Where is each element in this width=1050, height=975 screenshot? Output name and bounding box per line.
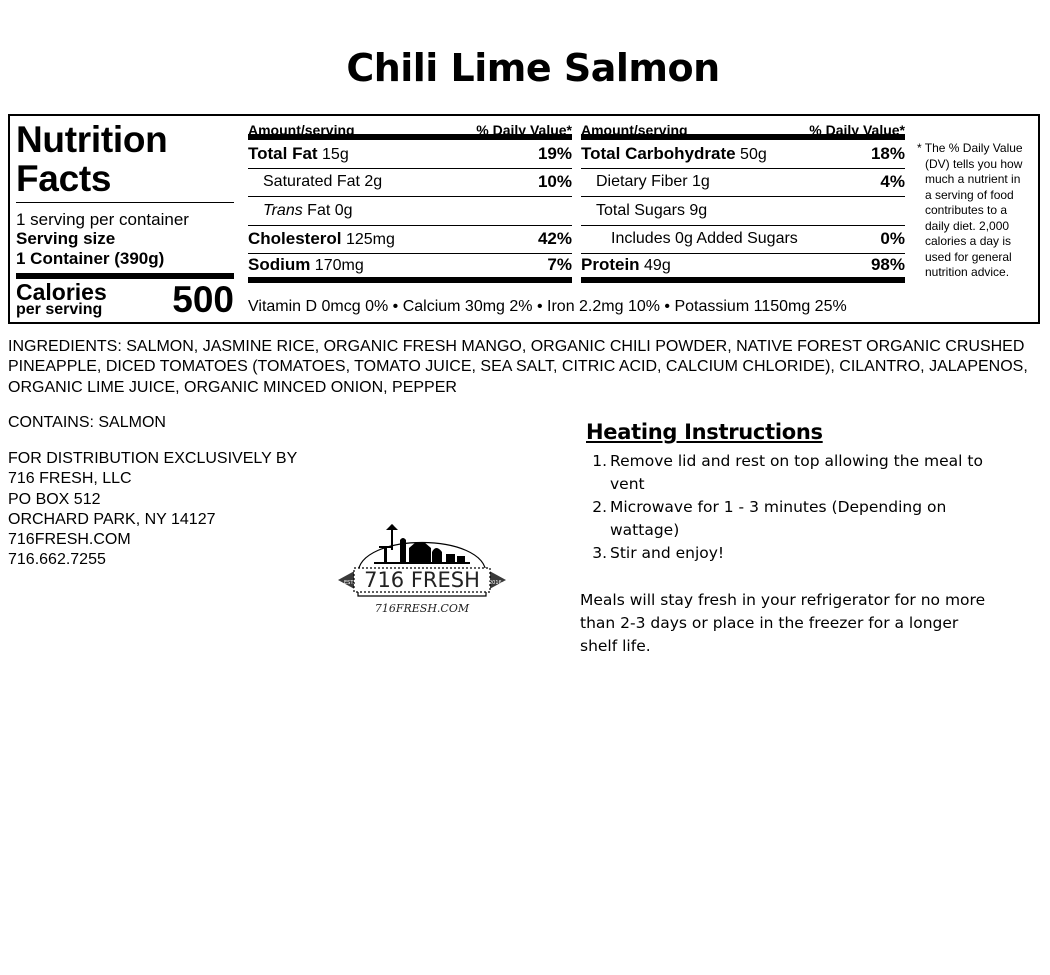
step-number: 2.	[592, 498, 607, 516]
nutrient-row-added-sugars	[581, 226, 905, 255]
nutrient-name: Cholesterol	[248, 229, 342, 249]
nutrient-pct: 10%	[537, 172, 572, 192]
column-header	[581, 120, 905, 140]
nutrient-name: Fat 0g	[307, 201, 353, 219]
nutrient-row-total-sugars	[581, 197, 905, 226]
nutrient-pct: 0%	[880, 229, 905, 249]
serving-size-label: Serving size	[16, 229, 116, 248]
list-item	[580, 496, 1000, 542]
nutrient-column-right	[581, 120, 905, 283]
nutrition-summary	[16, 120, 234, 323]
nutrient-amount: 170mg	[314, 257, 364, 275]
nutrient-name: Dietary Fiber 1g	[596, 173, 710, 191]
step-number: 3.	[592, 544, 607, 562]
step-text: Remove lid and rest on top allowing the meal to vent	[610, 452, 983, 493]
nutrient-amount: 125mg	[345, 231, 395, 249]
distributor-line: PO BOX 512	[8, 490, 101, 508]
footnote-line: used for general	[925, 249, 1012, 264]
nutrient-pct: 19%	[537, 143, 572, 163]
nutrient-name: Includes 0g Added Sugars	[611, 230, 798, 248]
logo-url: 716FRESH.COM	[374, 602, 470, 615]
logo-wordmark: 716 FRESH	[364, 568, 480, 592]
footnote-line: calories a day is	[925, 234, 1012, 248]
nutrient-amount: 15g	[322, 145, 349, 163]
nutrient-row-total-fat	[248, 140, 572, 169]
vitamins-minerals-line: Vitamin D 0mcg 0% • Calcium 30mg 2% • Iron 2.2mg 10% • Potassium 1150mg 25%	[248, 298, 847, 315]
heating-instructions	[580, 420, 1000, 658]
footnote-line: * The % Daily Value	[917, 141, 1023, 155]
nutrient-name: Total Fat	[248, 143, 318, 163]
nutrient-row-saturated-fat	[248, 169, 572, 198]
distributor-line: 716 FRESH, LLC	[8, 470, 132, 488]
list-item	[580, 542, 1000, 565]
product-title: Chili Lime Salmon	[346, 46, 720, 90]
servings-per-container: 1 serving per container	[16, 210, 189, 229]
nutrient-pct: 18%	[870, 143, 905, 163]
footnote-line: (DV) tells you how	[925, 156, 1023, 171]
amount-header: Amount/serving	[581, 122, 688, 138]
nutrient-pct: 98%	[870, 255, 905, 275]
step-text: Stir and enjoy!	[610, 544, 725, 562]
distributor-line: 716FRESH.COM	[8, 531, 131, 549]
nutrient-pct: 42%	[537, 229, 572, 249]
footnote-line: a serving of food	[925, 187, 1014, 202]
nutrient-name-italic: Trans	[263, 201, 303, 219]
nutrient-amount: 50g	[740, 145, 767, 163]
step-number: 1.	[592, 452, 607, 470]
distributor-line: ORCHARD PARK, NY 14127	[8, 510, 216, 528]
nutrient-name: Sodium	[248, 255, 311, 275]
nutrient-amount: 49g	[644, 257, 671, 275]
farm-silhouette-icon	[374, 524, 470, 564]
daily-value-footnote	[917, 141, 1037, 281]
column-header	[248, 120, 572, 140]
nutrient-name: Total Sugars 9g	[596, 201, 708, 219]
nutrient-row-trans-fat	[248, 197, 572, 226]
daily-value-header: % Daily Value*	[809, 122, 905, 138]
nutrient-name: Protein	[581, 255, 640, 275]
logo-est: EST.	[344, 580, 355, 586]
amount-header: Amount/serving	[248, 122, 355, 138]
divider	[16, 202, 234, 203]
footnote-line: much a nutrient in	[925, 172, 1021, 186]
step-text: Microwave for 1 - 3 minutes (Depending on wattage)	[610, 498, 947, 539]
nutrient-name: Total Carbohydrate	[581, 143, 736, 163]
nutrition-title-line1: Nutrition	[16, 119, 168, 160]
nutrient-pct: 7%	[547, 255, 572, 275]
heating-title: Heating Instructions	[586, 420, 823, 444]
distributor-line: 716.662.7255	[8, 551, 106, 569]
nutrient-row-dietary-fiber	[581, 169, 905, 198]
brand-logo	[324, 518, 520, 618]
calories-sublabel: per serving	[16, 301, 103, 318]
serving-size-value: 1 Container (390g)	[16, 249, 165, 268]
nutrient-row-cholesterol	[248, 226, 572, 255]
nutrient-column-left	[248, 120, 572, 283]
nutrition-facts-panel	[8, 114, 1040, 324]
nutrient-row-sodium	[248, 254, 572, 283]
calories-block	[16, 279, 234, 323]
storage-note: Meals will stay fresh in your refrigerator for no more than 2-3 days or place in the freezer for a longer shelf life.	[580, 591, 986, 655]
logo-year: 2016	[489, 580, 502, 586]
nutrition-title-line2: Facts	[16, 158, 112, 199]
list-item	[580, 450, 1000, 496]
nutrient-row-total-carbohydrate	[581, 140, 905, 169]
ingredients-list: INGREDIENTS: SALMON, JASMINE RICE, ORGANIC FRESH MANGO, ORGANIC CHILI POWDER, NATIVE FOREST ORGANIC CRUSHED PINEAPPLE, DICED TOMATOES (TOMATOES, TOMATO JUICE, SEA SALT, CITRIC ACID, CALCIUM CHLORIDE), CILANTRO, JALAPENOS, ORGANIC LIME JUICE, ORGANIC MINCED ONION, PEPPER	[8, 338, 1028, 396]
distributor-line: FOR DISTRIBUTION EXCLUSIVELY BY	[8, 450, 298, 467]
footnote-line: nutrition advice.	[925, 265, 1010, 279]
daily-value-header: % Daily Value*	[476, 122, 572, 138]
footnote-line: contributes to a	[925, 203, 1008, 217]
nutrient-name: Saturated Fat 2g	[263, 173, 383, 191]
heating-steps	[580, 450, 1000, 565]
calories-value: 500	[172, 279, 234, 320]
allergen-statement: CONTAINS: SALMON	[8, 414, 166, 431]
distributor-info	[8, 449, 297, 571]
nutrition-facts-title	[16, 120, 234, 198]
nutrient-row-protein	[581, 254, 905, 283]
footnote-line: daily diet. 2,000	[925, 218, 1010, 233]
calories-label: Calories	[16, 279, 107, 305]
nutrient-pct: 4%	[880, 172, 905, 192]
